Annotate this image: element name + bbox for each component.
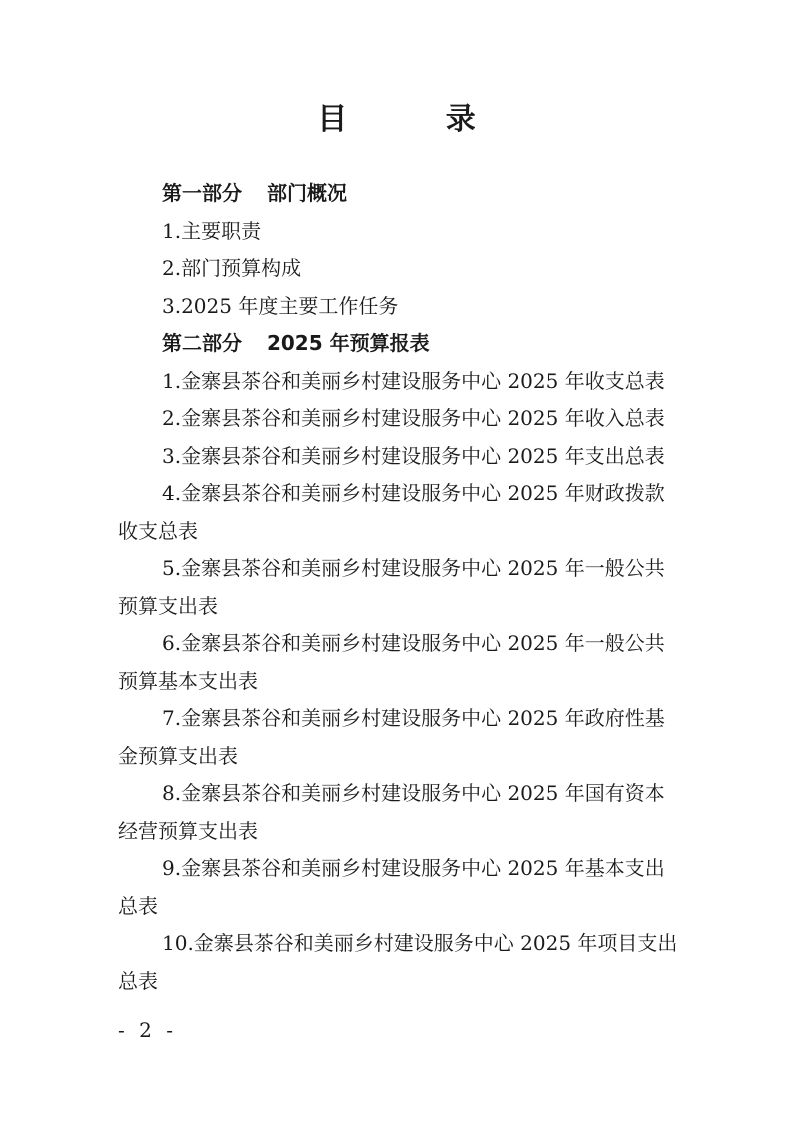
toc-item: 3.2025 年度主要工作任务 — [162, 293, 399, 318]
toc-entry-text: 4.金寨县茶谷和美丽乡村建设服务中心 2025 年财政拨款 — [162, 481, 665, 505]
toc-entry-text: 5.金寨县茶谷和美丽乡村建设服务中心 2025 年一般公共 — [162, 556, 665, 580]
toc-entry-continuation: 收支总表 — [118, 518, 198, 543]
part1-name: 部门概况 — [266, 181, 347, 205]
toc-entry-continuation: 预算支出表 — [118, 593, 218, 618]
toc-entry — [118, 850, 678, 925]
toc-item: 2.部门预算构成 — [162, 256, 302, 280]
toc-entry-text: 2.金寨县茶谷和美丽乡村建设服务中心 2025 年收入总表 — [162, 406, 665, 430]
toc-entry — [118, 400, 678, 438]
toc-entry-text: 8.金寨县茶谷和美丽乡村建设服务中心 2025 年国有资本 — [162, 781, 665, 805]
toc-entry-continuation: 金预算支出表 — [118, 743, 238, 768]
toc-entry-text: 10.金寨县茶谷和美丽乡村建设服务中心 2025 年项目支出 — [162, 931, 678, 955]
part2-heading — [118, 325, 678, 363]
toc-entry-text: 6.金寨县茶谷和美丽乡村建设服务中心 2025 年一般公共 — [162, 631, 665, 655]
toc-entry — [118, 475, 678, 550]
toc-entry-continuation: 总表 — [118, 893, 158, 918]
toc-entry — [118, 363, 678, 401]
toc-entry — [118, 438, 678, 476]
part2-label: 第二部分 — [162, 331, 242, 355]
toc-entry-text: 9.金寨县茶谷和美丽乡村建设服务中心 2025 年基本支出 — [162, 856, 665, 880]
toc-entry-text: 1.金寨县茶谷和美丽乡村建设服务中心 2025 年收支总表 — [162, 368, 665, 393]
toc-entry — [118, 775, 678, 850]
toc-entry — [118, 625, 678, 700]
toc-entry — [118, 925, 678, 1000]
toc-entry-text: 7.金寨县茶谷和美丽乡村建设服务中心 2025 年政府性基 — [162, 706, 665, 730]
toc-entry-continuation: 总表 — [118, 968, 158, 993]
toc-entry-continuation: 预算基本支出表 — [118, 668, 258, 693]
table-of-contents — [118, 175, 678, 1000]
part1-label: 第一部分 — [162, 181, 242, 205]
toc-entry — [118, 550, 678, 625]
toc-entry — [118, 700, 678, 775]
toc-entry-text: 3.金寨县茶谷和美丽乡村建设服务中心 2025 年支出总表 — [162, 443, 665, 468]
part2-name: 2025 年预算报表 — [266, 331, 430, 355]
page-title: 目 录 — [317, 102, 520, 137]
part1-heading — [118, 175, 678, 213]
toc-item: 1.主要职责 — [162, 218, 262, 243]
toc-entry-continuation: 经营预算支出表 — [118, 818, 258, 843]
page-number: - 2 - — [118, 1018, 177, 1042]
